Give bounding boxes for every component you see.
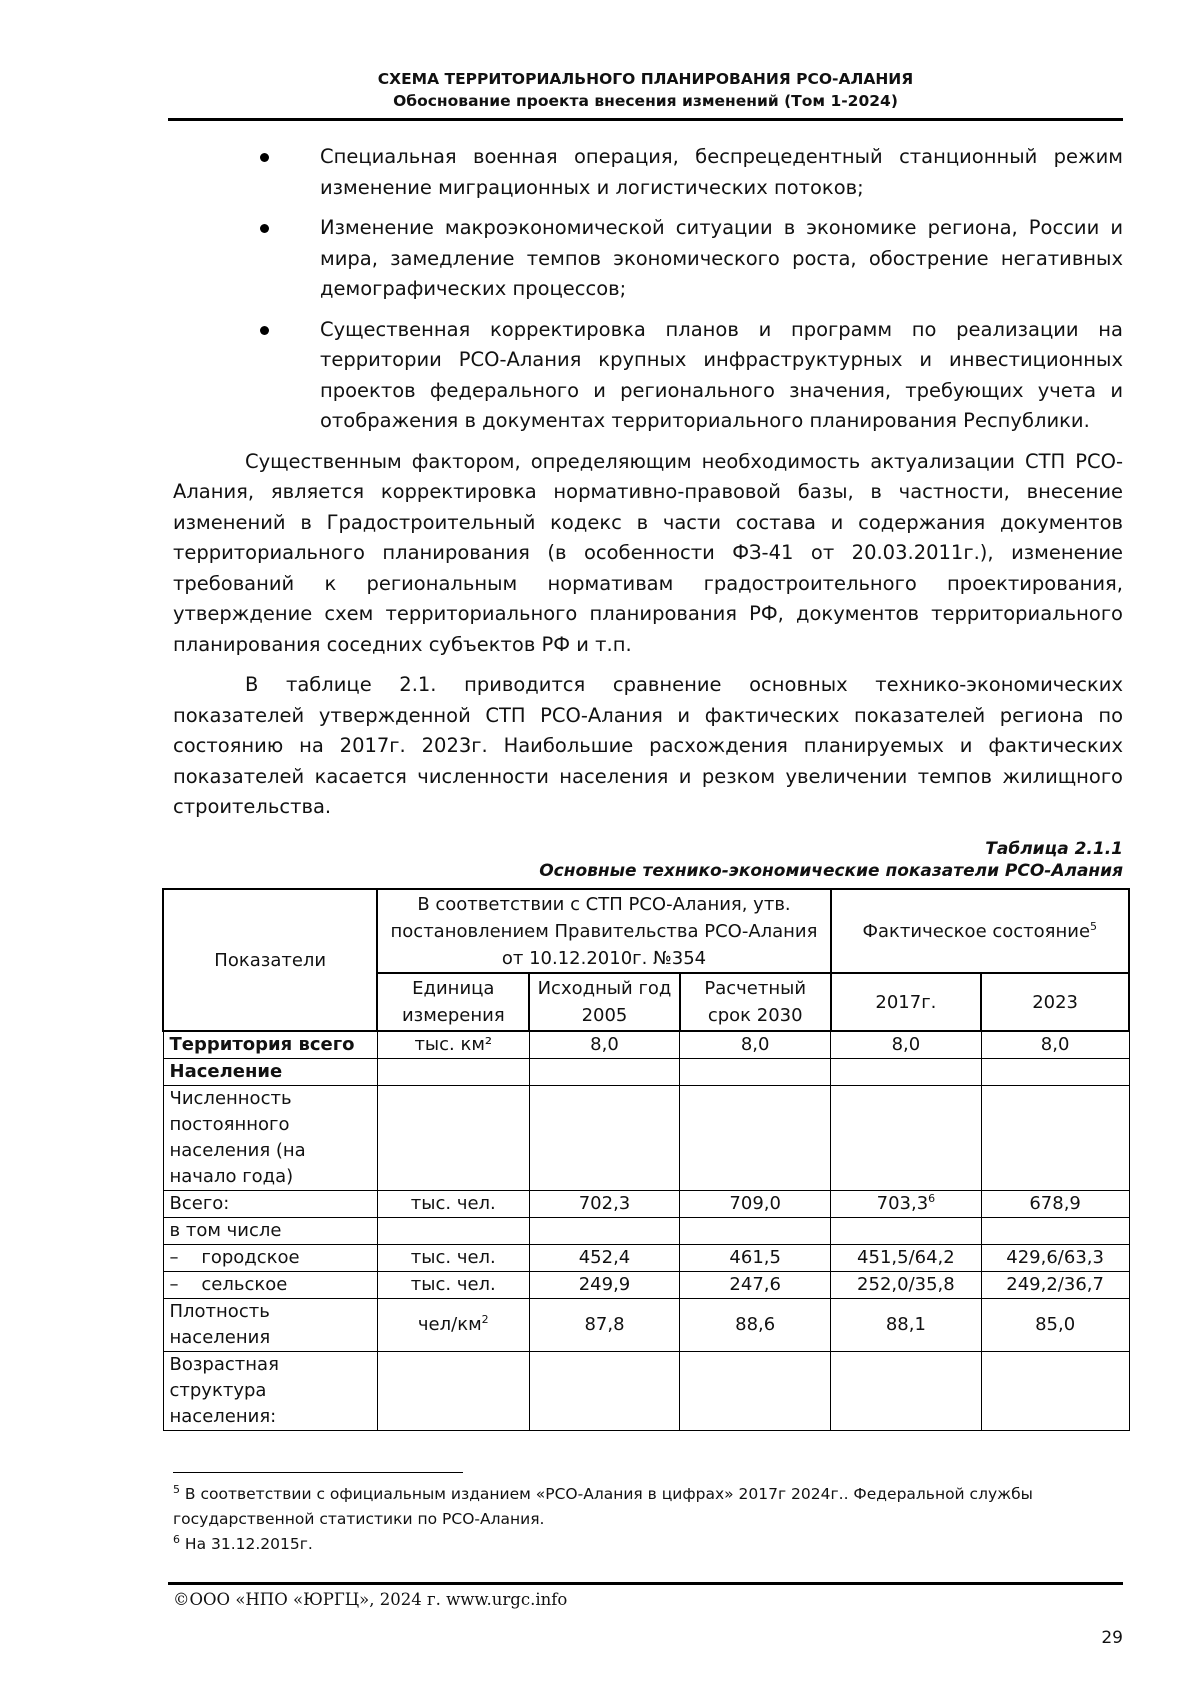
cell-unit: [377, 1299, 529, 1352]
row-label: Территория всего: [163, 1031, 377, 1059]
bullet-item: [173, 315, 1123, 437]
row-label: Численность постоянного населения (на начало года): [163, 1086, 377, 1191]
cell-2023: 249,2/36,7: [981, 1272, 1129, 1299]
footnote-mark: 5: [173, 1482, 180, 1496]
cell-unit-text: чел/км: [417, 1314, 482, 1335]
running-header: [168, 68, 1123, 112]
cell-2005: 8,0: [529, 1031, 680, 1059]
cell-2030: 8,0: [680, 1031, 831, 1059]
table-row: [163, 1031, 1129, 1059]
cell-2017: 451,5/64,2: [831, 1245, 982, 1272]
header-stp: В соответствии с СТП РСО-Алания, утв. постановлением Правительства РСО-Алания от 10.12.2010г. №354: [377, 889, 830, 973]
cell-2023: 85,0: [981, 1299, 1129, 1352]
page-number: 29: [1101, 1628, 1123, 1648]
cell-2023: 678,9: [981, 1191, 1129, 1218]
table-row: [163, 1299, 1129, 1352]
row-label: Население: [163, 1059, 377, 1086]
bullet-list: [173, 142, 1123, 437]
table-caption: [539, 838, 1123, 882]
row-label: Возрастная структура населения:: [163, 1352, 377, 1431]
body-text: [173, 142, 1123, 833]
row-label: – сельское: [163, 1272, 377, 1299]
table-row: [163, 1352, 1129, 1431]
cell-2023: 8,0: [981, 1031, 1129, 1059]
footnote-mark: 6: [173, 1532, 180, 1546]
table-number: Таблица 2.1.1: [985, 839, 1123, 859]
row-label: Всего:: [163, 1191, 377, 1218]
bullet-text: Существенная корректировка планов и программ по реализации на территории РСО-Алания крупных инфраструктурных и инвестиционных проектов федерального и регионального значения, требующих учета и отображения в документах территориального планирования Республики.: [320, 317, 1123, 432]
bullet-dot-icon: [260, 326, 269, 335]
cell-unit: тыс. чел.: [377, 1191, 529, 1218]
header-subtitle: Обоснование проекта внесения изменений (Том 1-2024): [393, 92, 898, 110]
cell-2030: 88,6: [680, 1299, 831, 1352]
header-actual-text: Фактическое состояние: [862, 920, 1091, 942]
header-unit: Единица измерения: [377, 973, 529, 1031]
header-base-year: Исходный год 2005: [529, 973, 680, 1031]
table-row: [163, 1272, 1129, 1299]
row-label: в том числе: [163, 1218, 377, 1245]
bullet-item: [173, 142, 1123, 203]
cell-2005: 249,9: [529, 1272, 680, 1299]
footnote-text: В соответствии с официальным изданием «РСО-Алания в цифрах» 2017г 2024г.. Федеральной службы государственной статистики по РСО-Алания.: [173, 1485, 1033, 1528]
paragraph: В таблице 2.1. приводится сравнение основных технико-экономических показателей утвержденной СТП РСО-Алания и фактических показателей региона по состоянию на 2017г. 2023г. Наибольшие расхождения планируемых и фактических показателей касается численности населения и резком увеличении темпов жилищного строительства.: [173, 673, 1123, 818]
footnotes: [173, 1482, 1123, 1557]
cell-2023: 429,6/63,3: [981, 1245, 1129, 1272]
cell-unit: тыс. чел.: [377, 1272, 529, 1299]
bullet-item: [173, 213, 1123, 305]
cell-2017: 252,0/35,8: [831, 1272, 982, 1299]
footnote-ref: 5: [1090, 919, 1098, 933]
cell-2017: 8,0: [831, 1031, 982, 1059]
header-target-year: Расчетный срок 2030: [680, 973, 831, 1031]
cell-2005: 87,8: [529, 1299, 680, 1352]
footnote-6: [173, 1532, 1123, 1557]
unit-superscript: 2: [481, 1313, 489, 1326]
header-2017: 2017г.: [831, 973, 982, 1031]
cell-2017-value: 703,3: [876, 1193, 929, 1214]
table-title: Основные технико-экономические показатели РСО-Алания: [539, 861, 1123, 881]
bullet-dot-icon: [260, 153, 269, 162]
footnote-rule: [173, 1472, 463, 1473]
cell-2005: 452,4: [529, 1245, 680, 1272]
cell-2017: 88,1: [831, 1299, 982, 1352]
header-2023: 2023: [981, 973, 1129, 1031]
cell-2005: 702,3: [529, 1191, 680, 1218]
bullet-dot-icon: [260, 224, 269, 233]
indicators-table: [162, 888, 1130, 1431]
footer-rule: [168, 1582, 1123, 1585]
header-rule: [168, 118, 1123, 121]
row-label: – городское: [163, 1245, 377, 1272]
cell-unit: тыс. чел.: [377, 1245, 529, 1272]
header-indicators: Показатели: [163, 889, 377, 1031]
table-row: [163, 1059, 1129, 1086]
table-row: [163, 1218, 1129, 1245]
cell-2030: 709,0: [680, 1191, 831, 1218]
bullet-text: Изменение макроэкономической ситуации в экономике региона, России и мира, замедление темпов экономического роста, обострение негативных демографических процессов;: [320, 216, 1123, 300]
row-label: Плотность населения: [163, 1299, 377, 1352]
footnote-5: [173, 1482, 1123, 1532]
cell-2030: 247,6: [680, 1272, 831, 1299]
table-header-row: [163, 889, 1129, 973]
bullet-text: Специальная военная операция, беспрецедентный станционный режим изменение миграционных и логистических потоков;: [320, 145, 1123, 199]
header-title: СХЕМА ТЕРРИТОРИАЛЬНОГО ПЛАНИРОВАНИЯ РСО-АЛАНИЯ: [377, 70, 914, 88]
paragraph: Существенным фактором, определяющим необходимость актуализации СТП РСО-Алания, является корректировка нормативно-правовой базы, в частности, внесение изменений в Градостроительный кодекс в части состава и содержания документов территориального планирования (в особенности ФЗ-41 от 20.03.2011г.), изменение требований к региональным нормативам градостроительного проектирования, утверждение схем территориального планирования РФ, документов территориального планирования соседних субъектов РФ и т.п.: [173, 449, 1123, 656]
cell-unit: тыс. км²: [377, 1031, 529, 1059]
header-actual: [831, 889, 1129, 973]
table-row: [163, 1245, 1129, 1272]
cell-2017: [831, 1191, 982, 1218]
footnote-ref: 6: [928, 1192, 936, 1205]
table-row: [163, 1086, 1129, 1191]
cell-2030: 461,5: [680, 1245, 831, 1272]
footer-copyright: ©ООО «НПО «ЮРГЦ», 2024 г. www.urgc.info: [173, 1590, 568, 1609]
footnote-text: На 31.12.2015г.: [180, 1535, 313, 1553]
table-row: [163, 1191, 1129, 1218]
